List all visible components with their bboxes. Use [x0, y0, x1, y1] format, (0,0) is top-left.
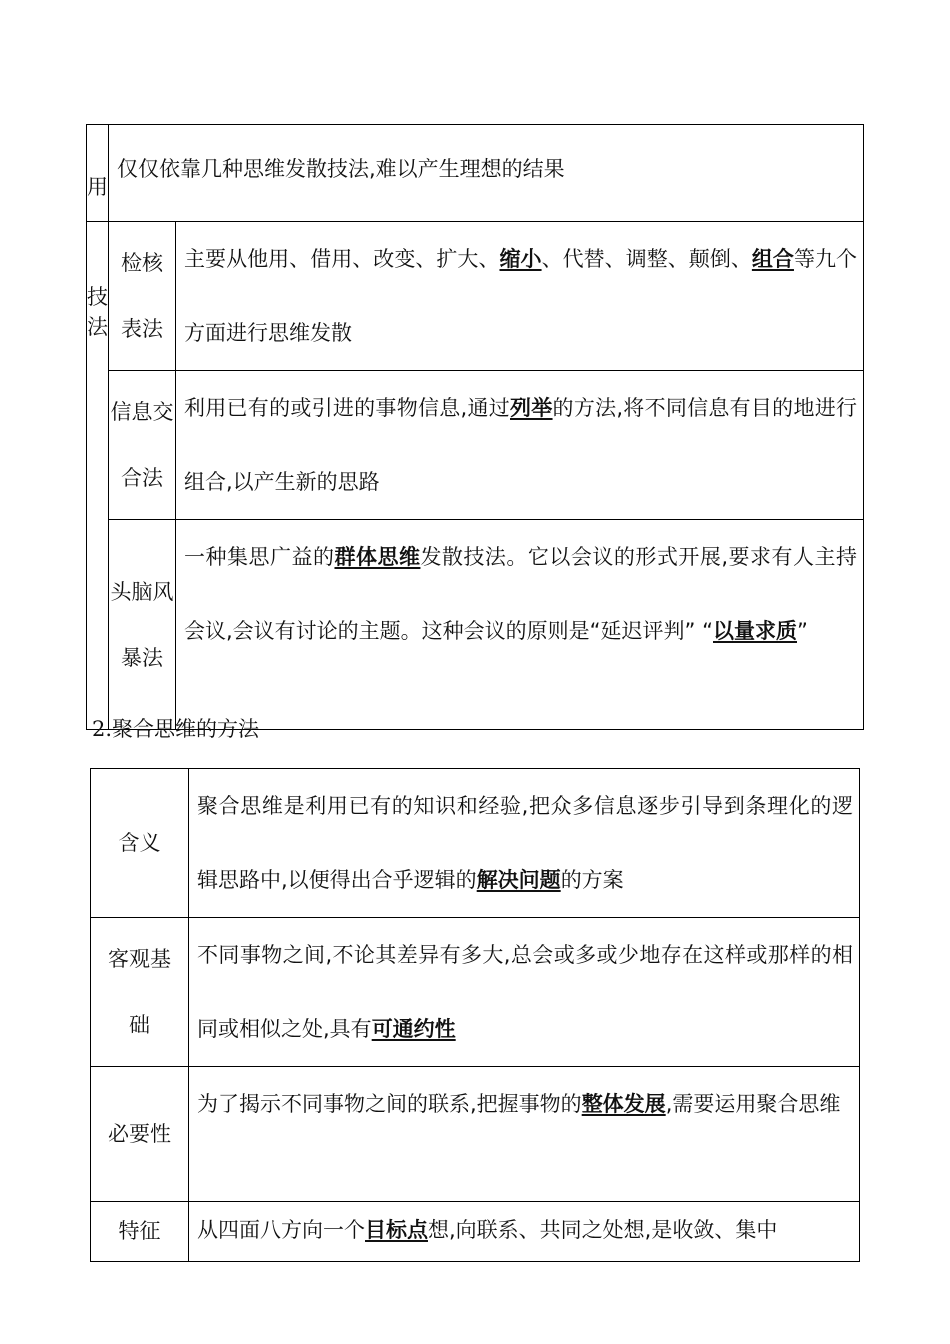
table-row — [91, 769, 860, 918]
row-label: 含义 — [91, 769, 189, 918]
table-row — [87, 520, 864, 730]
table-row — [87, 125, 864, 222]
keyword: 整体发展 — [581, 1092, 666, 1116]
section-heading: 2.聚合思维的方法 — [92, 717, 260, 741]
keyword: 组合 — [751, 247, 794, 271]
text-fragment: 的方法,将不同信息有目的地进行组合,以产生新的思路 — [184, 396, 857, 494]
text-fragment: 想,向联系、共同之处想,是收敛、集中 — [428, 1218, 778, 1242]
table-row — [87, 222, 864, 371]
row-label: 必要性 — [91, 1067, 189, 1202]
divergent-methods-table — [86, 124, 864, 730]
keyword: 解决问题 — [476, 868, 561, 892]
technique-name: 信息交合法 — [109, 371, 176, 520]
text-fragment: 为了揭示不同事物之间的联系,把握事物的 — [197, 1092, 582, 1116]
text-fragment: 利用已有的或引进的事物信息,通过 — [184, 396, 510, 420]
row-label-use: 用 — [87, 125, 109, 222]
row-label: 客观基础 — [91, 918, 189, 1067]
technique-name: 检核表法 — [109, 222, 176, 371]
row-label: 特征 — [91, 1202, 189, 1262]
text-fragment: 的方案 — [560, 868, 624, 892]
keyword: 可通约性 — [371, 1017, 456, 1041]
text-fragment: 从四面八方向一个 — [197, 1218, 365, 1242]
text-fragment: 一种集思广益的 — [184, 545, 335, 569]
technique-desc — [176, 520, 864, 730]
text-fragment: 聚合思维是利用已有的知识和经验,把众多信息逐步引导到条理化的逻辑思路中,以便得出合乎逻辑的 — [197, 794, 853, 892]
text-fragment: ,需要运用聚合思维 — [665, 1092, 841, 1116]
technique-desc — [176, 222, 864, 371]
table-row — [91, 918, 860, 1067]
row-text — [189, 769, 860, 918]
row-text — [189, 1067, 860, 1202]
text-fragment: 发散技法。它以会议的形式开展,要求有人主持会议,会议有讨论的主题。这种会议的原则是“延迟评判” “ — [184, 545, 858, 643]
text-fragment: 不同事物之间,不论其差异有多大,总会或多或少地存在这样或那样的相同或相似之处,具有 — [197, 943, 853, 1041]
keyword: 以量求质 — [713, 619, 797, 643]
keyword: 缩小 — [499, 247, 542, 271]
row-text — [189, 1202, 860, 1262]
technique-desc — [176, 371, 864, 520]
convergent-methods-table — [90, 768, 860, 1262]
table-row — [91, 1067, 860, 1202]
technique-label: 技法 — [87, 222, 109, 730]
use-text: 仅仅依靠几种思维发散技法,难以产生理想的结果 — [109, 125, 864, 222]
table-row — [91, 1202, 860, 1262]
technique-name: 头脑风暴法 — [109, 520, 176, 730]
keyword: 目标点 — [365, 1218, 428, 1242]
text-fragment: 等九个方面进行思维发散 — [184, 247, 858, 345]
text-fragment: ” — [797, 619, 808, 643]
text-fragment: 主要从他用、借用、改变、扩大、 — [184, 247, 500, 271]
keyword: 列举 — [510, 396, 553, 420]
text-fragment: 、代替、调整、颠倒、 — [541, 247, 752, 271]
row-text — [189, 918, 860, 1067]
keyword: 群体思维 — [334, 545, 421, 569]
table-row — [87, 371, 864, 520]
